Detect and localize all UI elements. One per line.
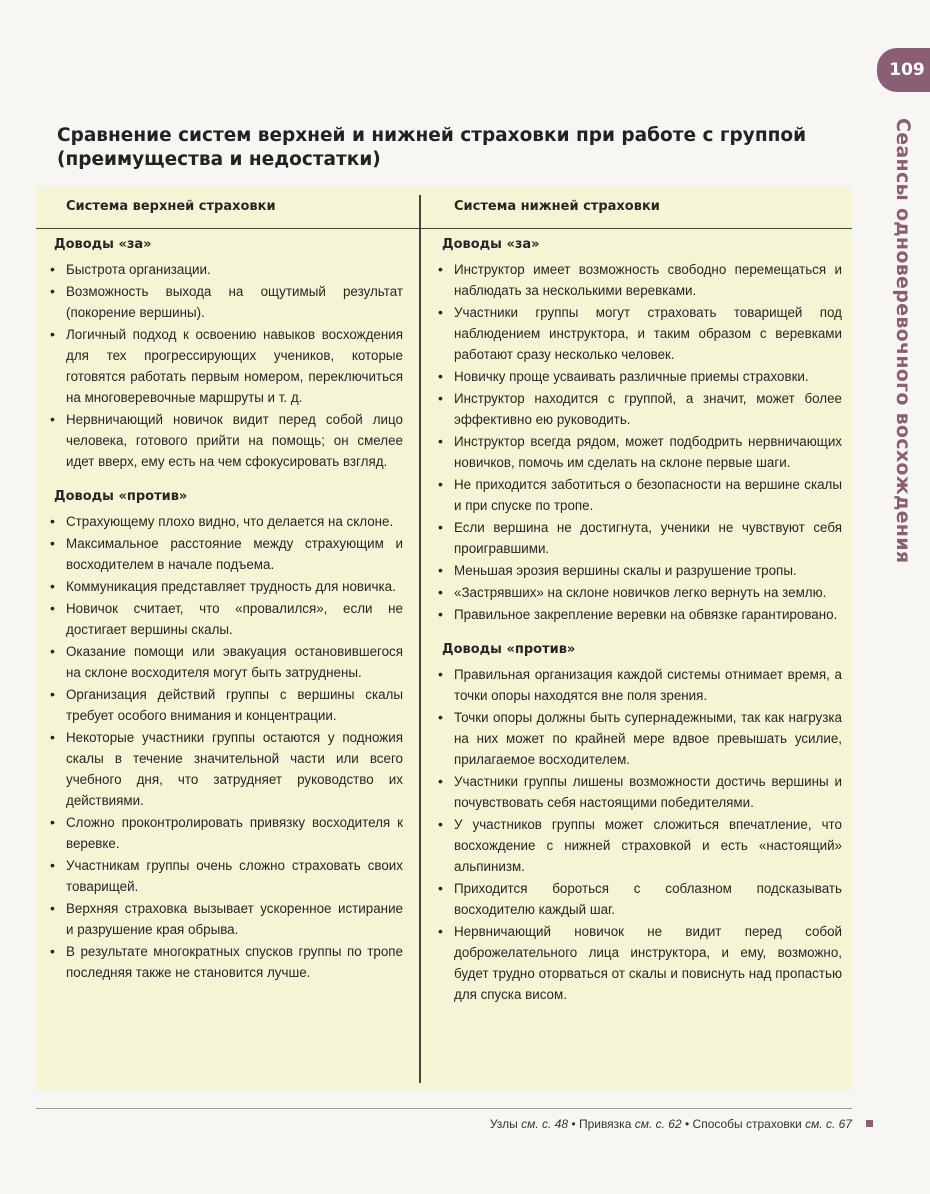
bullet-marker: • [438,816,443,832]
list-item [48,324,403,408]
bullet-marker: • [50,283,55,299]
right-pros-list [436,259,842,625]
list-item-text: Возможность выхода на ощутимый результат (покорение вершины). [66,284,403,320]
left-cons-heading: Доводы «против» [54,489,188,504]
bullet-marker: • [438,880,443,896]
footer-ref-label: Способы страховки [692,1117,802,1131]
bullet-marker: • [50,686,55,702]
bullet-marker: • [50,578,55,594]
list-item-text: Инструктор имеет возможность свободно перемещаться и наблюдать за несколькими веревками. [454,262,842,298]
list-item-text: Быстрота организации. [66,262,211,277]
footer-ref-page: см. с. 48 [521,1117,569,1131]
list-item [48,941,403,983]
list-item [48,259,403,280]
bullet-marker: • [438,709,443,725]
list-item [48,898,403,940]
list-item [48,281,403,323]
list-item [436,921,842,1005]
list-item [436,474,842,516]
footer-cross-references [400,1117,852,1131]
list-item-text: Инструктор находится с группой, а значит, может более эффективно ею руководить. [454,391,842,427]
bullet-marker: • [50,943,55,959]
bullet-marker: • [438,666,443,682]
bullet-marker: • [50,411,55,427]
list-item [436,878,842,920]
bullet-marker: • [438,476,443,492]
bullet-marker: • [50,729,55,745]
right-cons-list [436,664,842,1005]
list-item [48,533,403,575]
list-item [436,560,842,581]
bullet-marker: • [438,562,443,578]
list-item-text: Приходится бороться с соблазном подсказывать восходителю каждый шаг. [454,881,842,917]
footer-ref-page: см. с. 67 [805,1117,852,1131]
bullet-marker: • [50,535,55,551]
list-item [48,812,403,854]
bullet-marker: • [438,368,443,384]
list-item [436,517,842,559]
left-pros-heading: Доводы «за» [54,237,152,252]
bullet-marker: • [50,600,55,616]
left-column-header: Система верхней страховки [66,199,276,214]
list-item [48,855,403,897]
list-item-text: Участники группы могут страховать товарищей под наблюдением инструктора, и таким образом с веревками работают сразу несколько человек. [454,305,842,362]
footer-ref-label: Узлы [489,1117,518,1131]
list-item [436,707,842,770]
right-column-header: Система нижней страховки [454,199,660,214]
footer-marker-square [866,1120,873,1127]
column-divider [419,195,421,1083]
list-item-text: У участников группы может сложиться впечатление, что восхождение с нижней страховкой и есть «настоящий» альпинизм. [454,817,842,874]
right-cons-heading: Доводы «против» [442,642,576,657]
list-item-text: Нервничающий новичок не видит перед собой доброжелательного лица инструктора, и ему, возможно, будет трудно оторваться от скалы и повиснуть над пропастью для спуска висом. [454,924,842,1002]
footer-ref-label: Привязка [578,1117,632,1131]
bullet-marker: • [50,261,55,277]
list-item [48,409,403,472]
list-item [48,511,403,532]
list-item [436,664,842,706]
footer-separator: • [684,1117,690,1131]
list-item-text: Коммуникация представляет трудность для новичка. [66,579,396,594]
list-item-text: Инструктор всегда рядом, может подбодрить нервничающих новичков, помочь им сделать на склоне первые шаги. [454,434,842,470]
list-item-text: Страхующему плохо видно, что делается на склоне. [66,514,394,529]
bullet-marker: • [438,304,443,320]
list-item-text: Участникам группы очень сложно страховать своих товарищей. [66,858,403,894]
list-item [436,431,842,473]
bullet-marker: • [438,584,443,600]
list-item [436,582,842,603]
list-item-text: Логичный подход к освоению навыков восхождения для тех прогрессирующих учеников, которые готовятся работать первым номером, переключиться на многоверевочные маршруты и т. д. [66,327,403,405]
chapter-side-title: Сеансы одноверевочного восхождения [892,118,914,564]
list-item [436,388,842,430]
list-item-text: Не приходится заботиться о безопасности на вершине скалы и при спуске по тропе. [454,477,842,513]
bullet-marker: • [50,900,55,916]
page-title: Сравнение систем верхней и нижней страховки при работе с группой (преимущества и недостатки) [57,125,807,170]
bullet-marker: • [438,923,443,939]
list-item-text: Некоторые участники группы остаются у подножия скалы в течение значительной части или всего учебного дня, что затрудняет руководство их действиями. [66,730,403,808]
list-item-text: «Застрявших» на склоне новичков легко вернуть на землю. [454,585,827,600]
list-item-text: Оказание помощи или эвакуация остановившегося на склоне восходителя могут быть затруднены. [66,644,403,680]
list-item-text: Участники группы лишены возможности достичь вершины и почувствовать себя настоящими победителями. [454,774,842,810]
left-pros-list [48,259,403,472]
bullet-marker: • [438,390,443,406]
list-item-text: Максимальное расстояние между страхующим и восходителем в начале подъема. [66,536,403,572]
list-item-text: Точки опоры должны быть супернадежными, так как нагрузка на них может по крайней мере вдвое превышать усилие, прилагаемое восходителем. [454,710,842,767]
list-item-text: В результате многократных спусков группы по тропе последняя также не становится лучше. [66,944,403,980]
bullet-marker: • [50,857,55,873]
list-item [436,366,842,387]
bullet-marker: • [50,814,55,830]
left-cons-list [48,511,403,983]
footer-divider [36,1108,852,1109]
bullet-marker: • [438,433,443,449]
list-item-text: Правильная организация каждой системы отнимает время, а точки опоры находятся вне поля зрения. [454,667,842,703]
top-rope-column [48,235,403,984]
bullet-marker: • [438,261,443,277]
list-item-text: Новичок считает, что «провалился», если не достигает вершины скалы. [66,601,403,637]
list-item [48,576,403,597]
table-header-row [36,187,852,229]
list-item [48,641,403,683]
comparison-table [36,187,852,1090]
list-item [48,727,403,811]
page-number: 109 [877,48,930,92]
list-item [436,771,842,813]
list-item [436,814,842,877]
list-item-text: Организация действий группы с вершины скалы требует особого внимания и концентрации. [66,687,403,723]
right-pros-heading: Доводы «за» [442,237,540,252]
list-item-text: Нервничающий новичок видит перед собой лицо человека, готового прийти на помощь; он смелее идет вверх, ему есть на чем сфокусировать взгляд. [66,412,403,469]
bullet-marker: • [438,519,443,535]
bullet-marker: • [438,606,443,622]
list-item-text: Новичку проще усваивать различные приемы страховки. [454,369,809,384]
footer-separator: • [571,1117,576,1131]
bullet-marker: • [50,643,55,659]
list-item [48,598,403,640]
list-item [48,684,403,726]
footer-ref-page: см. с. 62 [634,1117,682,1131]
list-item [436,259,842,301]
bullet-marker: • [438,773,443,789]
list-item [436,604,842,625]
bottom-belay-column [436,235,842,1006]
list-item-text: Правильное закрепление веревки на обвязке гарантировано. [454,607,838,622]
bullet-marker: • [50,326,55,342]
list-item [436,302,842,365]
list-item-text: Верхняя страховка вызывает ускоренное истирание и разрушение края обрыва. [66,901,403,937]
list-item-text: Сложно проконтролировать привязку восходителя к веревке. [66,815,403,851]
bullet-marker: • [50,513,55,529]
list-item-text: Если вершина не достигнута, ученики не чувствуют себя проигравшими. [454,520,842,556]
list-item-text: Меньшая эрозия вершины скалы и разрушение тропы. [454,563,797,578]
